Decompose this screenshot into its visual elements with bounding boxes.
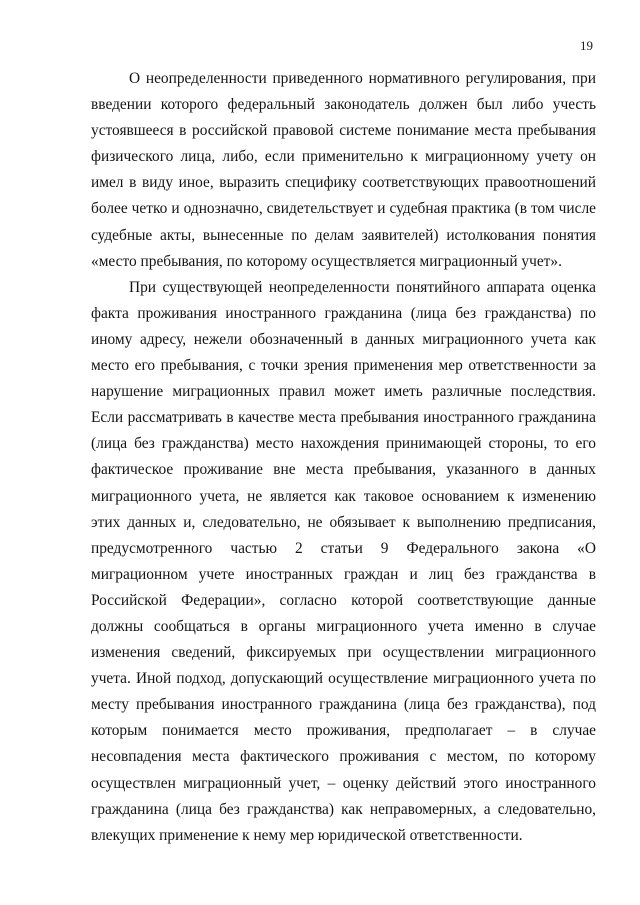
- paragraph-2: При существующей неопределенности понятийного аппарата оценка факта проживания иностранного гражданина (лица без гражданства) по иному адресу, нежели обозначенный в данных миграционного учета как место его пребывания, с точки зрения применения мер ответственности за нарушение миграционных правил может иметь различные последствия. Если рассматривать в качестве места пребывания иностранного гражданина (лица без гражданства) место нахождения принимающей стороны, то его фактическое проживание вне места пребывания, указанного в данных миграционного учета, не является как таковое основанием к изменению этих данных и, следовательно, не обязывает к выполнению предписания, предусмотренного частью 2 статьи 9 Федерального закона «О миграционном учете иностранных граждан и лиц без гражданства в Российской Федерации», согласно которой соответствующие данные должны сообщаться в органы миграционного учета именно в случае изменения сведений, фиксируемых при осуществлении миграционного учета. Иной подход, допускающий осуществление миграционного учета по месту пребывания иностранного гражданина (лица без гражданства), под которым понимается место проживания, предполагает – в случае несовпадения места фактического проживания с местом, по которому осуществлен миграционный учет, – оценку действий этого иностранного гражданина (лица без гражданства) как неправомерных, а следовательно, влекущих применение к нему мер юридической ответственности.: [91, 278, 596, 844]
- page-number: 19: [580, 38, 593, 53]
- document-body: [91, 66, 596, 849]
- paragraph-1: О неопределенности приведенного нормативного регулирования, при введении которого федеральный законодатель должен был либо учесть устоявшееся в российской правовой системе понимание места пребывания физического лица, либо, если применительно к миграционному учету он имел в виду иное, выразить специфику соответствующих правоотношений более четко и однозначно, свидетельствует и судебная практика (в том числе судебные акты, вынесенные по делам заявителей) истолкования понятия «место пребывания, по которому осуществляется миграционный учет».: [91, 70, 596, 270]
